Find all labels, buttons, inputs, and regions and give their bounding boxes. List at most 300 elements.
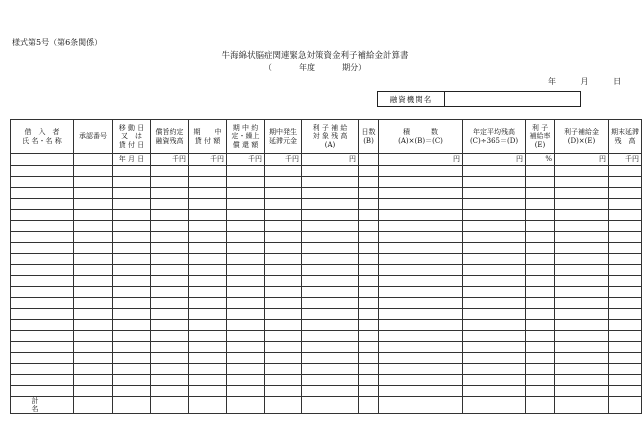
table-cell[interactable] [11, 309, 74, 320]
table-cell[interactable] [151, 298, 189, 309]
table-cell[interactable] [463, 320, 526, 331]
table-cell[interactable] [227, 166, 265, 177]
table-cell[interactable] [151, 188, 189, 199]
table-cell[interactable] [113, 265, 151, 276]
table-cell[interactable] [555, 320, 609, 331]
table-cell[interactable] [189, 276, 227, 287]
table-cell[interactable] [526, 177, 555, 188]
table-cell[interactable] [555, 199, 609, 210]
table-cell[interactable] [74, 166, 113, 177]
table-cell[interactable] [151, 342, 189, 353]
table-cell[interactable] [379, 386, 463, 397]
table-cell[interactable] [227, 386, 265, 397]
table-cell[interactable] [227, 254, 265, 265]
table-cell[interactable] [463, 265, 526, 276]
table-cell[interactable] [609, 309, 642, 320]
total-cell[interactable] [265, 397, 302, 414]
table-cell[interactable] [265, 287, 302, 298]
table-cell[interactable] [555, 232, 609, 243]
total-cell[interactable] [555, 397, 609, 414]
table-cell[interactable] [11, 232, 74, 243]
table-cell[interactable] [555, 265, 609, 276]
table-cell[interactable] [379, 331, 463, 342]
table-cell[interactable] [526, 386, 555, 397]
table-cell[interactable] [74, 188, 113, 199]
table-cell[interactable] [151, 364, 189, 375]
table-cell[interactable] [555, 243, 609, 254]
table-cell[interactable] [379, 188, 463, 199]
table-cell[interactable] [526, 331, 555, 342]
table-cell[interactable] [379, 177, 463, 188]
table-cell[interactable] [11, 265, 74, 276]
table-cell[interactable] [227, 375, 265, 386]
table-cell[interactable] [463, 188, 526, 199]
table-cell[interactable] [227, 320, 265, 331]
table-cell[interactable] [227, 210, 265, 221]
table-cell[interactable] [555, 221, 609, 232]
table-cell[interactable] [379, 364, 463, 375]
table-cell[interactable] [609, 254, 642, 265]
table-cell[interactable] [609, 188, 642, 199]
table-cell[interactable] [609, 166, 642, 177]
table-cell[interactable] [379, 254, 463, 265]
table-cell[interactable] [555, 386, 609, 397]
table-cell[interactable] [113, 353, 151, 364]
table-cell[interactable] [189, 287, 227, 298]
table-cell[interactable] [74, 342, 113, 353]
table-cell[interactable] [265, 232, 302, 243]
table-cell[interactable] [265, 298, 302, 309]
table-cell[interactable] [151, 210, 189, 221]
institution-name-field[interactable] [445, 92, 580, 106]
table-cell[interactable] [265, 188, 302, 199]
table-cell[interactable] [227, 298, 265, 309]
table-cell[interactable] [113, 232, 151, 243]
table-cell[interactable] [302, 199, 359, 210]
table-cell[interactable] [555, 188, 609, 199]
table-cell[interactable] [526, 243, 555, 254]
table-cell[interactable] [302, 309, 359, 320]
table-cell[interactable] [302, 243, 359, 254]
table-cell[interactable] [227, 276, 265, 287]
table-cell[interactable] [189, 221, 227, 232]
table-cell[interactable] [74, 177, 113, 188]
table-cell[interactable] [113, 386, 151, 397]
table-cell[interactable] [11, 320, 74, 331]
table-cell[interactable] [189, 188, 227, 199]
table-cell[interactable] [113, 276, 151, 287]
table-cell[interactable] [11, 276, 74, 287]
table-cell[interactable] [359, 177, 379, 188]
table-cell[interactable] [526, 353, 555, 364]
table-cell[interactable] [11, 298, 74, 309]
table-cell[interactable] [151, 232, 189, 243]
table-cell[interactable] [113, 243, 151, 254]
table-cell[interactable] [302, 254, 359, 265]
table-cell[interactable] [302, 188, 359, 199]
total-cell[interactable] [302, 397, 359, 414]
table-cell[interactable] [11, 342, 74, 353]
table-cell[interactable] [11, 199, 74, 210]
table-cell[interactable] [359, 375, 379, 386]
table-cell[interactable] [463, 221, 526, 232]
table-cell[interactable] [379, 320, 463, 331]
table-cell[interactable] [302, 265, 359, 276]
table-cell[interactable] [302, 177, 359, 188]
total-cell[interactable] [151, 397, 189, 414]
table-cell[interactable] [526, 309, 555, 320]
table-cell[interactable] [227, 243, 265, 254]
table-cell[interactable] [302, 232, 359, 243]
table-cell[interactable] [74, 375, 113, 386]
table-cell[interactable] [359, 309, 379, 320]
table-cell[interactable] [463, 375, 526, 386]
table-cell[interactable] [265, 375, 302, 386]
table-cell[interactable] [463, 210, 526, 221]
table-cell[interactable] [302, 166, 359, 177]
table-cell[interactable] [463, 309, 526, 320]
table-cell[interactable] [609, 232, 642, 243]
table-cell[interactable] [359, 331, 379, 342]
table-cell[interactable] [555, 287, 609, 298]
table-cell[interactable] [555, 331, 609, 342]
table-cell[interactable] [189, 375, 227, 386]
table-cell[interactable] [151, 309, 189, 320]
table-cell[interactable] [302, 221, 359, 232]
table-cell[interactable] [113, 287, 151, 298]
table-cell[interactable] [74, 298, 113, 309]
table-cell[interactable] [265, 177, 302, 188]
table-cell[interactable] [11, 287, 74, 298]
table-cell[interactable] [526, 221, 555, 232]
table-cell[interactable] [463, 331, 526, 342]
table-cell[interactable] [359, 199, 379, 210]
table-cell[interactable] [74, 254, 113, 265]
table-cell[interactable] [151, 386, 189, 397]
table-cell[interactable] [227, 342, 265, 353]
table-cell[interactable] [463, 177, 526, 188]
table-cell[interactable] [555, 353, 609, 364]
table-cell[interactable] [11, 364, 74, 375]
table-cell[interactable] [227, 232, 265, 243]
table-cell[interactable] [189, 265, 227, 276]
table-cell[interactable] [189, 243, 227, 254]
table-cell[interactable] [113, 210, 151, 221]
table-cell[interactable] [609, 375, 642, 386]
table-cell[interactable] [359, 364, 379, 375]
table-cell[interactable] [11, 188, 74, 199]
table-cell[interactable] [379, 221, 463, 232]
table-cell[interactable] [359, 232, 379, 243]
table-cell[interactable] [302, 320, 359, 331]
table-cell[interactable] [227, 199, 265, 210]
table-cell[interactable] [359, 342, 379, 353]
table-cell[interactable] [555, 254, 609, 265]
table-cell[interactable] [555, 375, 609, 386]
table-cell[interactable] [359, 353, 379, 364]
table-cell[interactable] [359, 221, 379, 232]
table-cell[interactable] [265, 276, 302, 287]
table-cell[interactable] [265, 331, 302, 342]
table-cell[interactable] [609, 210, 642, 221]
table-cell[interactable] [74, 199, 113, 210]
table-cell[interactable] [189, 331, 227, 342]
table-cell[interactable] [609, 221, 642, 232]
table-cell[interactable] [113, 221, 151, 232]
table-cell[interactable] [74, 331, 113, 342]
table-cell[interactable] [74, 364, 113, 375]
table-cell[interactable] [302, 342, 359, 353]
table-cell[interactable] [189, 320, 227, 331]
total-cell[interactable] [526, 397, 555, 414]
table-cell[interactable] [227, 287, 265, 298]
table-cell[interactable] [526, 287, 555, 298]
table-cell[interactable] [609, 177, 642, 188]
table-cell[interactable] [609, 342, 642, 353]
table-cell[interactable] [151, 166, 189, 177]
table-cell[interactable] [463, 199, 526, 210]
table-cell[interactable] [227, 364, 265, 375]
table-cell[interactable] [189, 232, 227, 243]
table-cell[interactable] [189, 254, 227, 265]
total-cell[interactable] [227, 397, 265, 414]
table-cell[interactable] [379, 375, 463, 386]
total-cell[interactable] [609, 397, 642, 414]
table-cell[interactable] [11, 375, 74, 386]
table-cell[interactable] [113, 309, 151, 320]
table-cell[interactable] [74, 276, 113, 287]
table-cell[interactable] [359, 265, 379, 276]
table-cell[interactable] [555, 364, 609, 375]
table-cell[interactable] [11, 166, 74, 177]
table-cell[interactable] [379, 353, 463, 364]
table-cell[interactable] [379, 309, 463, 320]
table-cell[interactable] [609, 320, 642, 331]
table-cell[interactable] [151, 287, 189, 298]
table-cell[interactable] [379, 265, 463, 276]
table-cell[interactable] [359, 386, 379, 397]
table-cell[interactable] [227, 177, 265, 188]
table-cell[interactable] [302, 331, 359, 342]
table-cell[interactable] [113, 166, 151, 177]
table-cell[interactable] [555, 166, 609, 177]
table-cell[interactable] [151, 199, 189, 210]
table-cell[interactable] [555, 342, 609, 353]
table-cell[interactable] [189, 298, 227, 309]
table-cell[interactable] [151, 243, 189, 254]
table-cell[interactable] [302, 298, 359, 309]
table-cell[interactable] [113, 331, 151, 342]
table-cell[interactable] [151, 265, 189, 276]
table-cell[interactable] [463, 364, 526, 375]
total-cell[interactable] [74, 397, 113, 414]
table-cell[interactable] [11, 243, 74, 254]
table-cell[interactable] [359, 166, 379, 177]
table-cell[interactable] [11, 210, 74, 221]
table-cell[interactable] [609, 386, 642, 397]
table-cell[interactable] [555, 309, 609, 320]
table-cell[interactable] [526, 375, 555, 386]
table-cell[interactable] [74, 320, 113, 331]
table-cell[interactable] [463, 287, 526, 298]
table-cell[interactable] [379, 342, 463, 353]
table-cell[interactable] [74, 386, 113, 397]
table-cell[interactable] [555, 298, 609, 309]
table-cell[interactable] [227, 221, 265, 232]
table-cell[interactable] [189, 210, 227, 221]
total-cell[interactable] [359, 397, 379, 414]
table-cell[interactable] [526, 298, 555, 309]
table-cell[interactable] [359, 320, 379, 331]
table-cell[interactable] [609, 199, 642, 210]
table-cell[interactable] [302, 276, 359, 287]
table-cell[interactable] [526, 166, 555, 177]
table-cell[interactable] [379, 276, 463, 287]
table-cell[interactable] [265, 353, 302, 364]
total-cell[interactable] [463, 397, 526, 414]
table-cell[interactable] [11, 353, 74, 364]
table-cell[interactable] [74, 210, 113, 221]
table-cell[interactable] [302, 375, 359, 386]
table-cell[interactable] [463, 243, 526, 254]
table-cell[interactable] [379, 199, 463, 210]
total-cell[interactable] [379, 397, 463, 414]
table-cell[interactable] [526, 364, 555, 375]
table-cell[interactable] [151, 177, 189, 188]
table-cell[interactable] [227, 353, 265, 364]
table-cell[interactable] [189, 309, 227, 320]
table-cell[interactable] [463, 166, 526, 177]
table-cell[interactable] [609, 364, 642, 375]
table-cell[interactable] [113, 199, 151, 210]
table-cell[interactable] [227, 331, 265, 342]
table-cell[interactable] [265, 265, 302, 276]
table-cell[interactable] [74, 309, 113, 320]
table-cell[interactable] [526, 265, 555, 276]
table-cell[interactable] [189, 177, 227, 188]
table-cell[interactable] [359, 254, 379, 265]
table-cell[interactable] [113, 375, 151, 386]
table-cell[interactable] [379, 210, 463, 221]
table-cell[interactable] [302, 287, 359, 298]
table-cell[interactable] [359, 188, 379, 199]
table-cell[interactable] [113, 342, 151, 353]
table-cell[interactable] [555, 210, 609, 221]
table-cell[interactable] [463, 386, 526, 397]
table-cell[interactable] [526, 188, 555, 199]
table-cell[interactable] [359, 298, 379, 309]
table-cell[interactable] [74, 221, 113, 232]
table-cell[interactable] [265, 386, 302, 397]
table-cell[interactable] [526, 199, 555, 210]
table-cell[interactable] [11, 254, 74, 265]
table-cell[interactable] [151, 276, 189, 287]
total-cell[interactable] [189, 397, 227, 414]
table-cell[interactable] [189, 199, 227, 210]
table-cell[interactable] [463, 342, 526, 353]
table-cell[interactable] [359, 243, 379, 254]
table-cell[interactable] [609, 353, 642, 364]
table-cell[interactable] [265, 221, 302, 232]
table-cell[interactable] [265, 254, 302, 265]
table-cell[interactable] [151, 320, 189, 331]
table-cell[interactable] [11, 177, 74, 188]
table-cell[interactable] [526, 276, 555, 287]
table-cell[interactable] [74, 243, 113, 254]
table-cell[interactable] [11, 221, 74, 232]
table-cell[interactable] [151, 254, 189, 265]
table-cell[interactable] [379, 166, 463, 177]
table-cell[interactable] [555, 276, 609, 287]
table-cell[interactable] [265, 309, 302, 320]
table-cell[interactable] [379, 298, 463, 309]
table-cell[interactable] [302, 386, 359, 397]
table-cell[interactable] [11, 386, 74, 397]
table-cell[interactable] [189, 386, 227, 397]
table-cell[interactable] [113, 177, 151, 188]
table-cell[interactable] [555, 177, 609, 188]
table-cell[interactable] [113, 298, 151, 309]
table-cell[interactable] [265, 166, 302, 177]
table-cell[interactable] [609, 287, 642, 298]
table-cell[interactable] [526, 232, 555, 243]
table-cell[interactable] [463, 254, 526, 265]
total-cell[interactable] [113, 397, 151, 414]
table-cell[interactable] [463, 353, 526, 364]
table-cell[interactable] [227, 188, 265, 199]
table-cell[interactable] [609, 276, 642, 287]
table-cell[interactable] [265, 243, 302, 254]
table-cell[interactable] [463, 232, 526, 243]
table-cell[interactable] [609, 243, 642, 254]
table-cell[interactable] [151, 353, 189, 364]
table-cell[interactable] [113, 364, 151, 375]
table-cell[interactable] [526, 254, 555, 265]
table-cell[interactable] [74, 287, 113, 298]
table-cell[interactable] [609, 265, 642, 276]
table-cell[interactable] [113, 254, 151, 265]
table-cell[interactable] [526, 210, 555, 221]
table-cell[interactable] [359, 210, 379, 221]
table-cell[interactable] [151, 221, 189, 232]
table-cell[interactable] [265, 210, 302, 221]
table-cell[interactable] [379, 287, 463, 298]
table-cell[interactable] [302, 210, 359, 221]
table-cell[interactable] [151, 375, 189, 386]
table-cell[interactable] [265, 342, 302, 353]
table-cell[interactable] [379, 243, 463, 254]
table-cell[interactable] [379, 232, 463, 243]
table-cell[interactable] [11, 331, 74, 342]
table-cell[interactable] [113, 320, 151, 331]
table-cell[interactable] [265, 320, 302, 331]
table-cell[interactable] [189, 353, 227, 364]
table-cell[interactable] [227, 265, 265, 276]
table-cell[interactable] [74, 232, 113, 243]
table-cell[interactable] [359, 276, 379, 287]
table-cell[interactable] [74, 353, 113, 364]
table-cell[interactable] [74, 265, 113, 276]
table-cell[interactable] [463, 298, 526, 309]
table-cell[interactable] [359, 287, 379, 298]
table-cell[interactable] [113, 188, 151, 199]
table-cell[interactable] [526, 342, 555, 353]
table-cell[interactable] [526, 320, 555, 331]
table-cell[interactable] [189, 364, 227, 375]
table-cell[interactable] [227, 309, 265, 320]
table-cell[interactable] [609, 331, 642, 342]
table-cell[interactable] [609, 298, 642, 309]
